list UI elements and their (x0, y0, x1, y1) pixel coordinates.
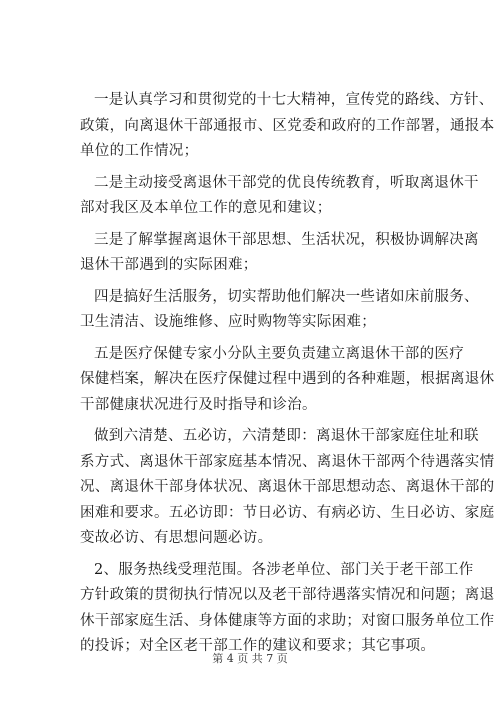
paragraph-line: 困难和要求。五必访即：节日必访、有病必访、生日必访、家庭 (80, 504, 495, 521)
paragraph-3 (80, 228, 479, 279)
page-number-footer: 第 4 页 共 7 页 (212, 652, 288, 665)
paragraph-line: 做到六清楚、五必访，六清楚即：离退休干部家庭住址和联 (94, 428, 479, 444)
paragraph-1 (80, 88, 495, 165)
paragraph-line: 四是搞好生活服务，切实帮助他们解决一些诸如床前服务、 (94, 288, 479, 305)
paragraph-line: 变故必访、有思想问题必访。 (80, 530, 273, 546)
paragraph-line: 五是医疗保健专家小分队主要负责建立离退休干部的医疗 (94, 345, 464, 362)
paragraph-2 (80, 171, 479, 222)
paragraph-7 (80, 558, 495, 660)
paragraph-line: 休干部家庭生活、身体健康等方面的求助；对窗口服务单位工作 (80, 612, 495, 629)
paragraph-line: 单位的工作情况； (80, 143, 199, 159)
document-body (80, 88, 495, 666)
paragraph-6 (80, 424, 495, 552)
paragraph-line: 况、离退休干部身体状况、离退休干部思想动态、离退休干部的 (80, 479, 495, 495)
paragraph-line: 系方式、离退休干部家庭基本情况、离退休干部两个待遇落实情 (80, 453, 495, 470)
paragraph-line: 保健档案，解决在医疗保健过程中遇到的各种难题，根据离退休 (80, 371, 495, 387)
paragraph-line: 一是认真学习和贯彻党的十七大精神，宣传党的路线、方针、 (94, 92, 494, 108)
paragraph-5 (80, 342, 495, 419)
paragraph-4 (80, 285, 479, 336)
paragraph-line: 2、服务热线受理范围。各涉老单位、部门关于老干部工作 (94, 561, 474, 578)
paragraph-line: 的投诉；对全区老干部工作的建议和要求；其它事项。 (80, 638, 436, 654)
paragraph-line: 三是了解掌握离退休干部思想、生活状况，积极协调解决离 (94, 231, 479, 248)
paragraph-line: 政策，向离退休干部通报市、区党委和政府的工作部署，通报本 (80, 117, 495, 134)
paragraph-line: 二是主动接受离退休干部党的优良传统教育，听取离退休干 (94, 174, 479, 191)
paragraph-line: 部对我区及本单位工作的意见和建议； (80, 200, 332, 216)
paragraph-line: 方针政策的贯彻执行情况以及老干部待遇落实情况和问题；离退 (80, 587, 495, 603)
paragraph-line: 退休干部遇到的实际困难； (80, 257, 258, 273)
paragraph-line: 干部健康状况进行及时指导和诊治。 (80, 396, 317, 413)
paragraph-line: 卫生清洁、设施维修、应时购物等实际困难； (80, 314, 376, 330)
